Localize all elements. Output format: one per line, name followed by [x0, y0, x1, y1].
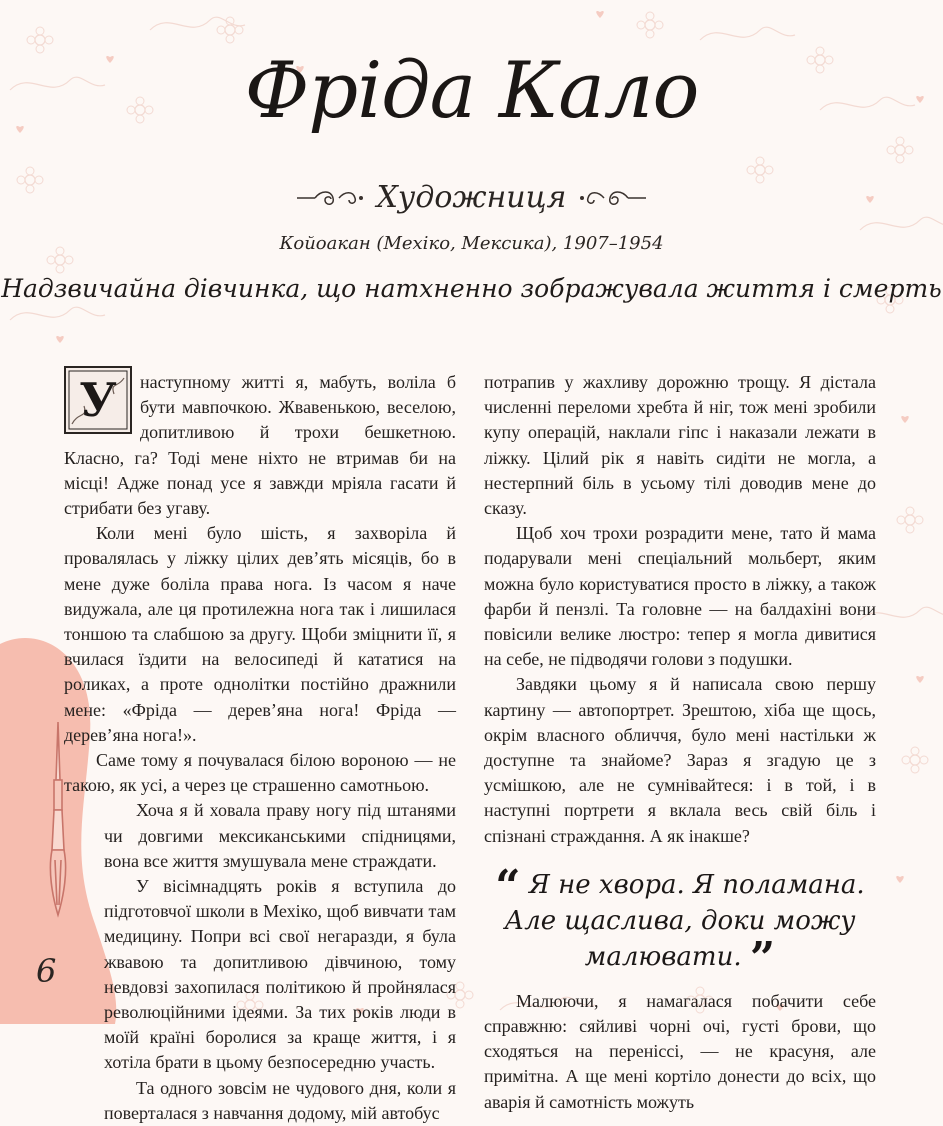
quote-line-3: малювати.: [584, 941, 742, 972]
right-flourish-icon: [578, 188, 648, 208]
page-number: 6: [36, 952, 57, 990]
pull-quote: [484, 860, 876, 984]
close-quote-icon: ”: [749, 932, 776, 984]
left-column: [64, 370, 456, 1126]
open-quote-icon: “: [495, 860, 521, 912]
paragraph-10: Малюючи, я намагалася побачити себе справжню: сяйливі чорні очі, густі брови, що сходяться на переніссі, — не красуня, але примітна. А ще мені кортіло донести до всіх, що аварія й самотність можуть: [484, 990, 876, 1112]
paragraph-2: Коли мені було шість, я захворіла й провалялась у ліжку цілих дев’ять місяців, бо в мене дуже боліла права нога. Із часом я наче видужала, але ця протилежна нога так і лишилася тоншою та слабшою за другу. Щоби зміцнити її, я вчилася їздити на велосипеді й кататися на роликах, а проте однолітки постійно дражнили мене: «Фріда — дерев’яна нога! Фріда — дерев’яна нога!».: [64, 523, 456, 745]
paragraph-1-text: наступному житті я, мабуть, воліла б бути мавпочкою. Жвавенькою, веселою, допитливою й трохи бешкетною. Класно, га? Тоді мене ніхто не втримав би на місці! Адже понад усе я завжди мріяла гасати й стрибати без угаву.: [64, 372, 456, 519]
paragraph-6: Та одного зовсім не чудового дня, коли я поверталася з навчання додому, мій автобус: [104, 1077, 456, 1123]
tagline: Надзвичайна дівчинка, що натхненно зображувала життя і смерть: [1, 274, 942, 303]
paragraph-4: Хоча я й ховала праву ногу під штанями чи довгими мексиканськими спідницями, вона все життя змушувала мене страждати.: [104, 800, 456, 871]
paragraph-8: Щоб хоч трохи розрадити мене, тато й мама подарували мені спеціальний мольберт, яким можна було користуватися просто в ліжку, а також фарби й пензлі. Та головне — на балдахіні вони повісили велике люстро: тепер я могла дивитися на себе, не підводячи голови з подушки.: [484, 523, 876, 670]
paragraph-5: У вісімнадцять років я вступила до підготовчої школи в Мехіко, щоб вивчати там медицину. Попри всі свої негаразди, я була жвавою та допитливою дівчиною, тому невдовзі захопилася політикою й пройнялася революційними ідеями. За тих років люди в моїй країні боролися за краще життя, і я хотіла брати в цьому безпосередню участь.: [104, 876, 456, 1073]
left-flourish-icon: [295, 188, 365, 208]
quote-line-2: Але щаслива, доки можу: [504, 905, 856, 936]
subtitle: Художниця: [376, 180, 567, 215]
page-title: Фріда Кало: [244, 46, 699, 136]
subtitle-row: [0, 180, 943, 215]
dropcap-letter: У: [79, 373, 117, 427]
paragraph-3: Саме тому я почувалася білою вороною — не такою, як усі, а через це страшенно самотньою.: [64, 750, 456, 796]
place-dates: Койоакан (Мехіко, Мексика), 1907–1954: [279, 233, 664, 254]
dropcap-ornament: [64, 366, 132, 434]
paragraph-9: Завдяки цьому я й написала свою першу картину — автопортрет. Зрештою, хіба ще щось, окрім власного обличчя, було мені настільки ж доступне та знайоме? Зараз я згадую це з усмішкою, але не сумнівайтеся: і в той, і в наступні портрети я вклала весь свій біль і спізнані страждання. А як інакше?: [484, 674, 876, 846]
paragraph-1: [64, 370, 456, 521]
quote-line-1: Я не хвора. Я поламана.: [528, 869, 865, 900]
paragraph-7: потрапив у жахливу дорожню трощу. Я дістала численні переломи хребта й ніг, тож мені зробили купу операцій, наклали гіпс і наказали лежати в ліжку. Цілий рік я навіть сидіти не могла, а нестерпний біль в усьому тілі доводив мене до сказу.: [484, 372, 876, 519]
right-column: [484, 370, 876, 1115]
